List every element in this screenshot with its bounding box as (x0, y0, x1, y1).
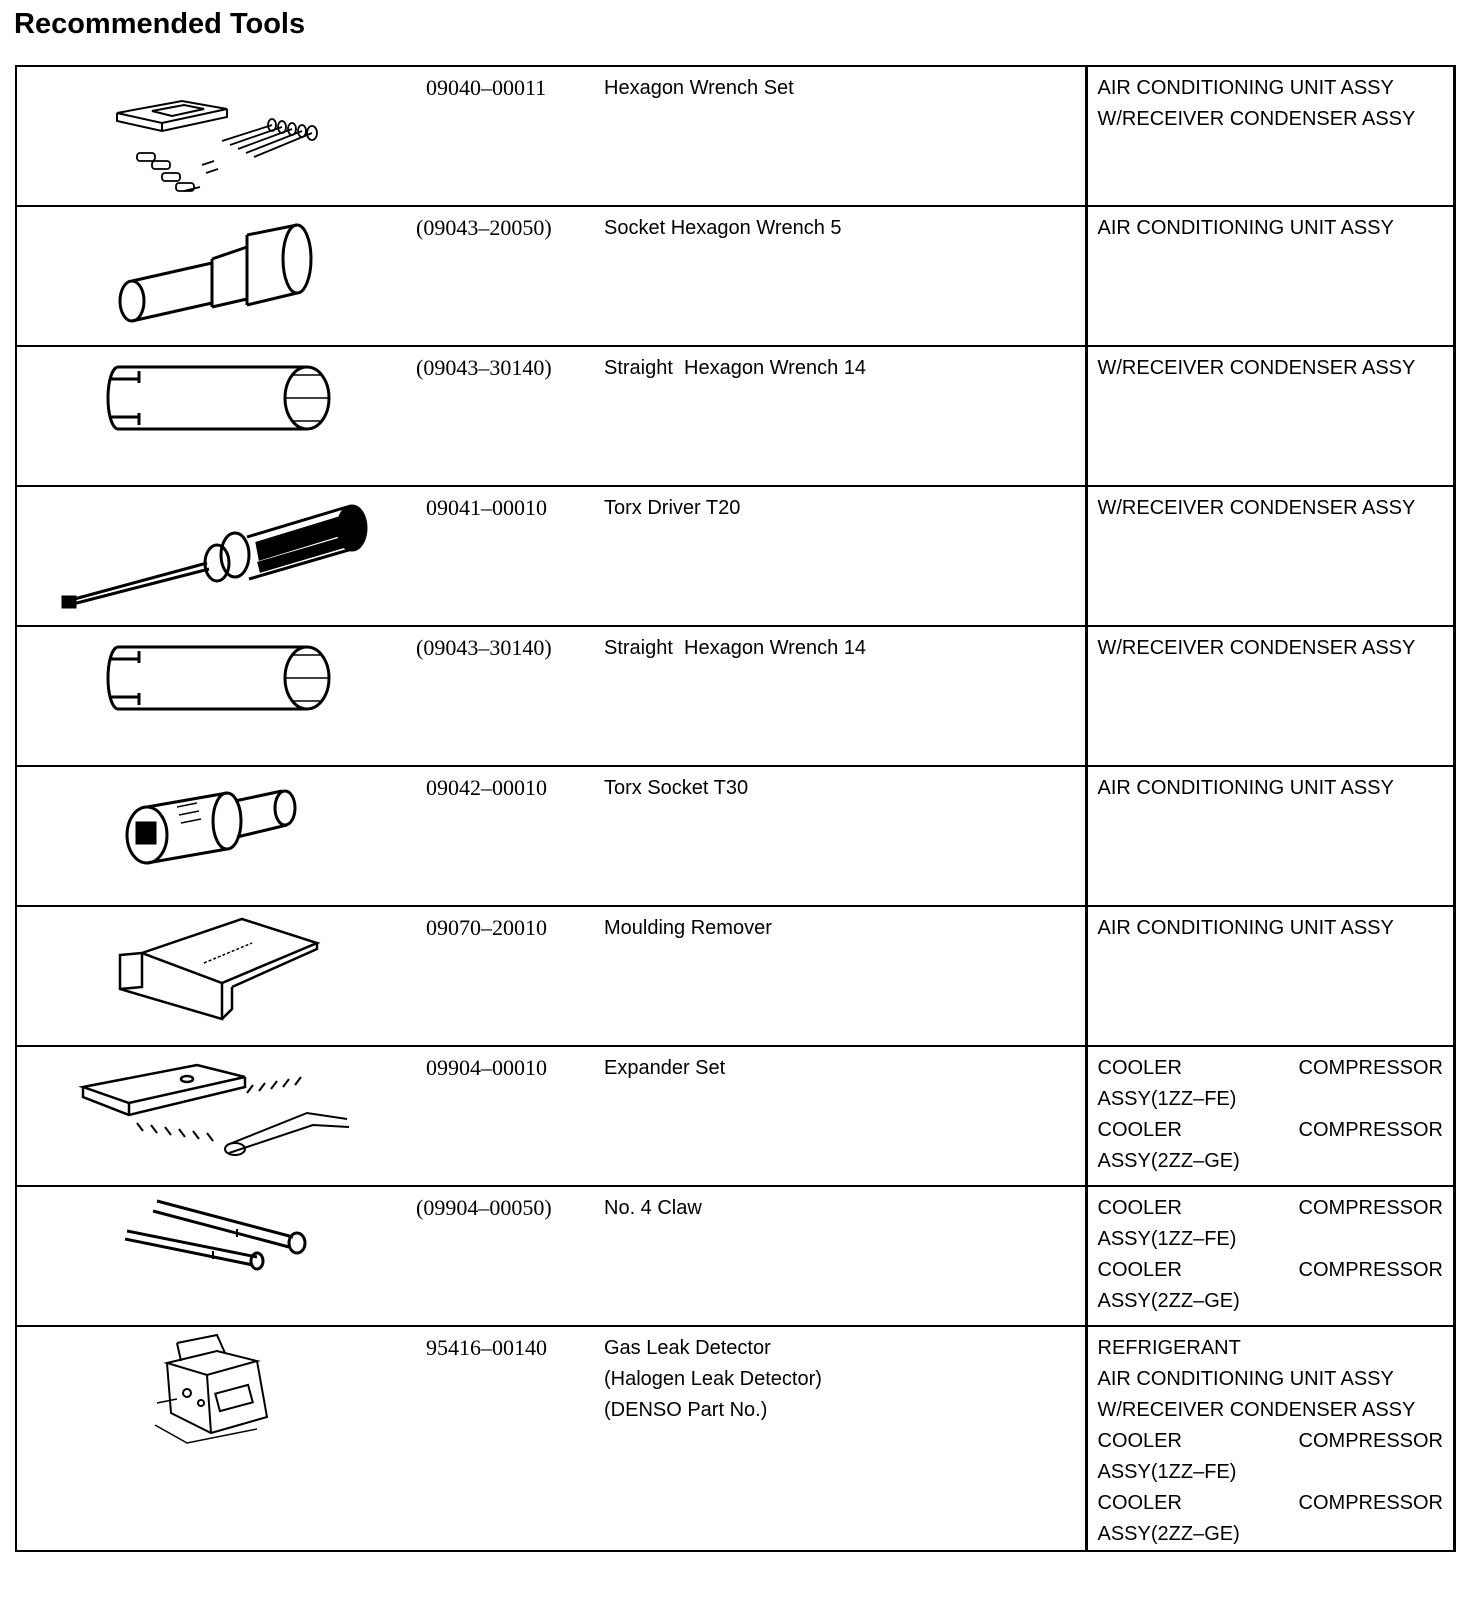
claw-icon (16, 1186, 416, 1326)
tool-name (600, 486, 1086, 626)
part-number: 09904–00010 (416, 1046, 600, 1186)
applies-to-right: COMPRESSOR (1298, 1259, 1443, 1281)
applies-to-line (1098, 1426, 1444, 1457)
applies-to-line: W/RECEIVER CONDENSER ASSY (1097, 637, 1416, 659)
expander-set-icon (16, 1046, 416, 1186)
tool-row (16, 626, 1455, 766)
applies-to-line (1098, 1255, 1444, 1286)
tools-table (15, 65, 1456, 1552)
applies-to (1086, 1046, 1455, 1186)
straight-hexagon-wrench-icon (16, 626, 416, 766)
hexagon-wrench-set-icon (16, 66, 416, 206)
tool-name (600, 1046, 1086, 1186)
tool-name-line: No. 4 Claw (604, 1197, 702, 1219)
applies-to-line (1098, 1053, 1444, 1084)
part-number: 09070–20010 (416, 906, 600, 1046)
applies-to-line: ASSY(1ZZ–FE) (1097, 1228, 1237, 1250)
tool-name (600, 766, 1086, 906)
tool-row (16, 66, 1455, 206)
tool-row (16, 486, 1455, 626)
tool-name (600, 206, 1086, 346)
applies-to-line: ASSY(2ZZ–GE) (1097, 1150, 1240, 1172)
tool-name-line: Straight Hexagon Wrench 14 (604, 357, 867, 379)
applies-to-line: W/RECEIVER CONDENSER ASSY (1097, 497, 1416, 519)
gas-leak-detector-icon (16, 1326, 416, 1551)
applies-to-right: COMPRESSOR (1298, 1197, 1443, 1219)
applies-to-line (1098, 1193, 1444, 1224)
applies-to-line: ASSY(1ZZ–FE) (1097, 1461, 1237, 1483)
applies-to (1086, 486, 1455, 626)
applies-to-left: COOLER (1097, 1259, 1182, 1281)
applies-to (1086, 1186, 1455, 1326)
tool-name (600, 1186, 1086, 1326)
tool-row (16, 906, 1455, 1046)
applies-to (1086, 626, 1455, 766)
applies-to-line: W/RECEIVER CONDENSER ASSY (1097, 357, 1416, 379)
tool-name-line: (DENSO Part No.) (604, 1399, 768, 1421)
applies-to-line (1098, 1488, 1444, 1519)
page-title: Recommended Tools (14, 8, 306, 40)
straight-hexagon-wrench-icon (16, 346, 416, 486)
tool-name-line: Torx Driver T20 (604, 497, 741, 519)
applies-to-line: ASSY(2ZZ–GE) (1097, 1523, 1240, 1545)
tool-name (600, 906, 1086, 1046)
applies-to-line: AIR CONDITIONING UNIT ASSY (1097, 77, 1394, 99)
tool-row (16, 1186, 1455, 1326)
applies-to (1086, 906, 1455, 1046)
tool-row (16, 1046, 1455, 1186)
applies-to-line: AIR CONDITIONING UNIT ASSY (1097, 917, 1394, 939)
applies-to-right: COMPRESSOR (1298, 1119, 1443, 1141)
tool-name-line: Straight Hexagon Wrench 14 (604, 637, 867, 659)
applies-to (1086, 766, 1455, 906)
tool-name (600, 1326, 1086, 1551)
applies-to-left: COOLER (1097, 1197, 1182, 1219)
applies-to-line: W/RECEIVER CONDENSER ASSY (1097, 1399, 1416, 1421)
applies-to-left: COOLER (1097, 1430, 1182, 1452)
applies-to (1086, 66, 1455, 206)
part-number: 09041–00010 (416, 486, 600, 626)
tool-name (600, 346, 1086, 486)
tool-row (16, 206, 1455, 346)
moulding-remover-icon (16, 906, 416, 1046)
applies-to-line: AIR CONDITIONING UNIT ASSY (1097, 217, 1394, 239)
applies-to-line: REFRIGERANT (1097, 1337, 1241, 1359)
part-number: 09040–00011 (416, 66, 600, 206)
part-number: 95416–00140 (416, 1326, 600, 1551)
torx-driver-icon (16, 486, 416, 626)
applies-to (1086, 346, 1455, 486)
tool-name-line: Gas Leak Detector (604, 1337, 771, 1359)
tool-row (16, 346, 1455, 486)
applies-to-left: COOLER (1097, 1119, 1182, 1141)
tool-row (16, 1326, 1455, 1551)
tool-name-line: Socket Hexagon Wrench 5 (604, 217, 842, 239)
applies-to (1086, 1326, 1455, 1551)
tool-name-line: Expander Set (604, 1057, 726, 1079)
tool-row (16, 766, 1455, 906)
tool-name-line: Hexagon Wrench Set (604, 77, 794, 99)
tool-name (600, 66, 1086, 206)
applies-to-left: COOLER (1097, 1492, 1182, 1514)
applies-to-left: COOLER (1097, 1057, 1182, 1079)
applies-to-right: COMPRESSOR (1298, 1430, 1443, 1452)
part-number: 09042–00010 (416, 766, 600, 906)
part-number: (09043–30140) (416, 626, 600, 766)
tool-name-line: Torx Socket T30 (604, 777, 749, 799)
socket-hexagon-wrench-icon (16, 206, 416, 346)
applies-to-line: AIR CONDITIONING UNIT ASSY (1097, 777, 1394, 799)
applies-to-line: ASSY(2ZZ–GE) (1097, 1290, 1240, 1312)
part-number: (09043–20050) (416, 206, 600, 346)
applies-to-right: COMPRESSOR (1298, 1492, 1443, 1514)
tool-name (600, 626, 1086, 766)
tool-name-line: (Halogen Leak Detector) (604, 1368, 822, 1390)
torx-socket-icon (16, 766, 416, 906)
applies-to-line (1098, 1115, 1444, 1146)
applies-to-line: W/RECEIVER CONDENSER ASSY (1097, 108, 1416, 130)
tool-name-line: Moulding Remover (604, 917, 772, 939)
applies-to-line: ASSY(1ZZ–FE) (1097, 1088, 1237, 1110)
part-number: (09904–00050) (416, 1186, 600, 1326)
applies-to (1086, 206, 1455, 346)
applies-to-right: COMPRESSOR (1298, 1057, 1443, 1079)
applies-to-line: AIR CONDITIONING UNIT ASSY (1097, 1368, 1394, 1390)
part-number: (09043–30140) (416, 346, 600, 486)
